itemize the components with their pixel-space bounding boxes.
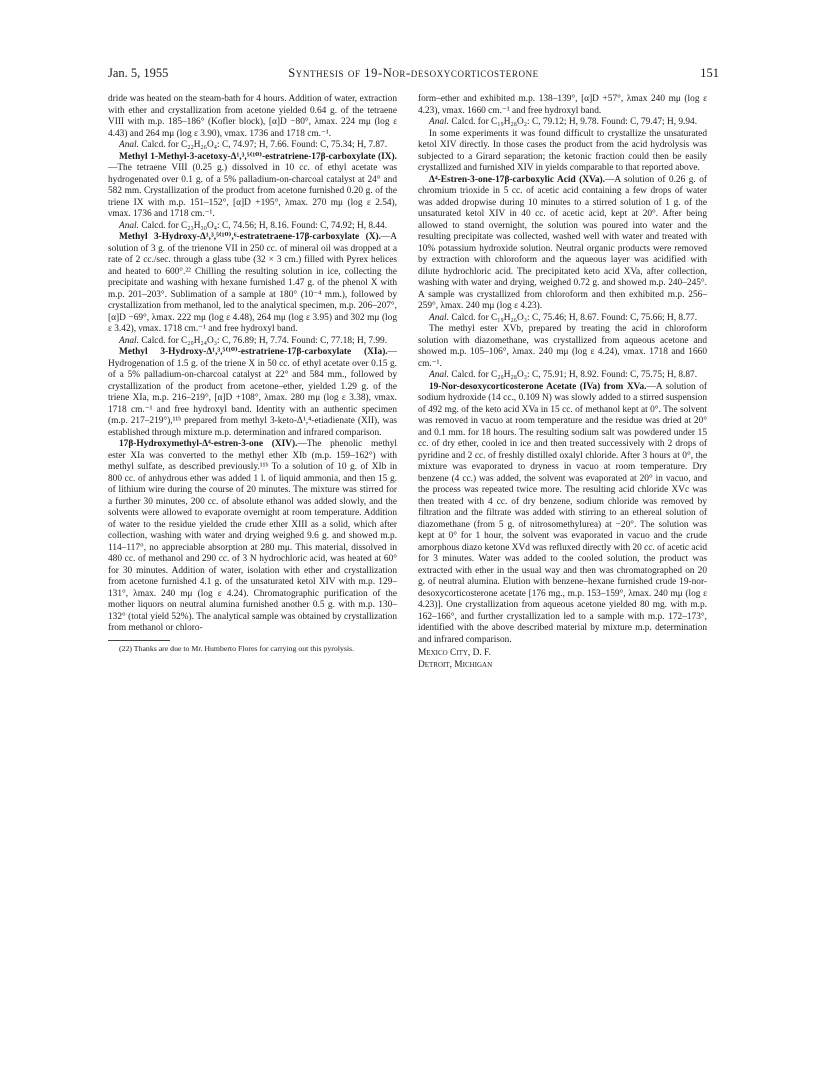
paragraph: Methyl 1-Methyl-3-acetoxy-Δ¹,³,⁵⁽¹⁰⁾-estratriene-17β-carboxylate (IX).—The tetraene VIII (0.25 g.) dissolved in 10 cc. of ethyl acetate was hydrogenated over 0.1 g. of a 5% palladium-on-charcoal catalyst at 24° and 582 mm. Crystallization of the product from acetone furnished 0.20 g. of the triene IX with m.p. 151–152°, [α]D +195°, λmax. 270 mμ (log ε 2.54), νmax. 1736 and 1718 cm.⁻¹. — [108, 151, 397, 219]
section-heading: Methyl 3-Hydroxy-Δ¹,³,⁵⁽¹⁰⁾,⁶-estratetraene-17β-carboxylate (X). — [119, 232, 381, 242]
paragraph: Δ⁴-Estren-3-one-17β-carboxylic Acid (XVa).—A solution of 0.26 g. of chromium trioxide in 5 cc. of acetic acid containing a few drops of water was added dropwise during 10 minutes to a stirred solution of 1 g. of the unsaturated ketol XIV in 40 cc. of acetic acid, kept at 20°. After being allowed to stand overnight, the solution was poured into water and the resulting precipitate was collected, washed well with water and treated with 10% potassium hydroxide solution. Neutral organic products were removed by extraction with chloroform and the aqueous layer was acidified with dilute hydrochloric acid. The precipitated keto acid XVa, after collection, washing with water and drying, weighed 0.72 g. and showed m.p. 240–245°. A sample was crystallized from chloroform and then exhibited m.p. 256–259°, λmax. 240 mμ (log ε 4.23). — [418, 174, 708, 311]
paragraph: The methyl ester XVb, prepared by treating the acid in chloroform solution with diazomethane, was crystallized from aqueous acetone and showed m.p. 105–106°, λmax. 240 mμ (log ε 4.24), νmax. 1718 and 1660 cm.⁻¹. — [418, 324, 707, 369]
paragraph: In some experiments it was found difficult to crystallize the unsaturated ketol XIV directly. In those cases the product from the acid hydrolysis was subjected to a Girard separation; the ketonic fraction could then be easily crystallized and furnished XIV in yields comparable to that reported above. — [418, 128, 707, 173]
section-heading: Δ⁴-Estren-3-one-17β-carboxylic Acid (XVa). — [429, 174, 605, 185]
right-column — [418, 94, 707, 671]
section-heading: Methyl 1-Methyl-3-acetoxy-Δ¹,³,⁵⁽¹⁰⁾-estratriene-17β-carboxylate (IX). — [119, 151, 397, 162]
analysis-line: Anal. Calcd. for C₂₀H₂₈O₃: C, 75.91; H, 8.92. Found: C, 75.75; H, 8.87. — [429, 370, 698, 380]
section-heading: 19-Nor-desoxycorticosterone Acetate (IVa) from XVa. — [429, 381, 647, 392]
section-heading: 17β-Hydroxymethyl-Δ⁴-estren-3-one (XIV). — [119, 439, 298, 449]
paragraph: form–ether and exhibited m.p. 138–139°, [α]D +57°, λmax 240 mμ (log ε 4.23), νmax. 1660 cm.⁻¹ and free hydroxyl band. — [418, 94, 707, 116]
section-heading: Methyl 3-Hydroxy-Δ¹,³,⁵⁽¹⁰⁾-estratriene-17β-carboxylate (XIa). — [119, 347, 388, 357]
analysis-line: Anal. Calcd. for C₂₀H₂₄O₃: C, 76.89; H, 7.74. Found: C, 77.18; H, 7.99. — [119, 335, 388, 346]
footnote: (22) Thanks are due to Mr. Humberto Flores for carrying out this pyrolysis. — [119, 643, 355, 653]
header-date: Jan. 5, 1955 — [108, 66, 169, 80]
page-number: 151 — [700, 66, 719, 80]
left-column — [108, 94, 397, 653]
paragraph: 17β-Hydroxymethyl-Δ⁴-estren-3-one (XIV).—The phenolic methyl ester XIa was converted to the methyl ether XIb (m.p. 159–162°) with methyl sulfate, as described previously.¹¹ᵇ To a solution of 10 g. of XIb in 800 cc. of anhydrous ether was added 1 l. of liquid ammonia, and then 15 g. of lithium wire during the course of 20 minutes. The mixture was stirred for a further 30 minutes, 200 cc. of absolute ethanol was added slowly, and the solvents were allowed to evaporate overnight at room temperature. Addition of water to the residue yielded the crude ether XIII as a solid, which after collection, washing with water and drying weighed 9.6 g. and showed m.p. 114–117°, no appreciable absorption at 280 mμ. This material, dissolved in 480 cc. of methanol and 290 cc. of 3 N hydrochloric acid, was heated at 60° for 30 minutes. Addition of water, isolation with ether and crystallization from acetone furnished 4.1 g. of the unsaturated ketol XIV with m.p. 129–131°, λmax. 240 mμ (log ε 4.24). Chromatographic purification of the mother liquors on neutral alumina furnished another 0.5 g. with m.p. 130–132° (total yield 52%). The analytical sample was obtained by crystallization from methanol or chloro- — [108, 439, 397, 633]
affiliation-mexico: Mexico City, D. F. — [418, 648, 491, 658]
footnote-rule — [108, 640, 170, 641]
affiliation-detroit: Detroit, Michigan — [418, 659, 493, 670]
analysis-line: Anal. Calcd. for C₂₂H₂₆O₄: C, 74.97; H, 7.66. Found: C, 75.34; H, 7.87. — [119, 140, 388, 150]
paragraph: Methyl 3-Hydroxy-Δ¹,³,⁵⁽¹⁰⁾,⁶-estratetraene-17β-carboxylate (X).—A solution of 3 g. of the trienone VII in 250 cc. of mineral oil was dropped at a rate of 2 cc./sec. through a glass tube (32 × 3 cm.) filled with Pyrex helices and heated to 600°.²² Chilling the resulting solution in ice, collecting the precipitate and washing with hexane furnished 1.47 g. of the phenol X with m.p. 201–203°. Sublimation of a sample at 180° (10⁻⁴ mm.), followed by crystallization from methanol, led to the analytical specimen, m.p. 206–207°, [α]D −69°, λmax. 222 mμ (log ε 4.48), 264 mμ (log ε 3.95) and 302 mμ (log ε 3.42), νmax. 1718 cm.⁻¹ and free hydroxyl band. — [108, 232, 397, 334]
header-title: Synthesis of 19-Nor-desoxycorticosterone — [288, 66, 539, 80]
analysis-line: Anal. Calcd. for C₁₉H₂₈O₂: C, 79.12; H, 9.78. Found: C, 79.47; H, 9.94. — [429, 117, 698, 127]
affiliations — [418, 648, 707, 671]
page-header — [108, 66, 719, 80]
analysis-line: Anal. Calcd. for C₁₉H₂₆O₃: C, 75.46; H, 8.67. Found: C, 75.66; H, 8.77. — [429, 312, 698, 323]
analysis-line: Anal. Calcd. for C₂₃H₃₀O₄: C, 74.56; H, 8.16. Found: C, 74.92; H, 8.44. — [119, 220, 388, 231]
paragraph: dride was heated on the steam-bath for 4 hours. Addition of water, extraction with ether and crystallization from acetone yielded 0.64 g. of the tetraene VIII with m.p. 185–186° (Kofler block), [α]D −80°, λmax. 224 mμ (log ε 4.43) and 264 mμ (log ε 3.90), νmax. 1736 and 1718 cm.⁻¹. — [108, 94, 397, 139]
paragraph: Methyl 3-Hydroxy-Δ¹,³,⁵⁽¹⁰⁾-estratriene-17β-carboxylate (XIa).—Hydrogenation of 1.5 g. of the triene X in 50 cc. of ethyl acetate over 0.15 g. of a 5% palladium-on-charcoal catalyst at 22° and 584 mm., followed by crystallization of the product from acetone–ether, yielded 1.29 g. of the triene XIa, m.p. 216–219°, [α]D +108°, λmax. 280 mμ (log ε 3.38), νmax. 1718 cm.⁻¹ and free hydroxyl band. Identity with an authentic specimen (m.p. 217–219°),¹¹ᵇ prepared from methyl 3-keto-Δ¹,⁴-etiadienate (XII), was established through mixture m.p. determination and infrared comparison. — [108, 347, 397, 438]
paragraph: 19-Nor-desoxycorticosterone Acetate (IVa) from XVa.—A solution of sodium hydroxide (14 cc., 0.109 N) was slowly added to a stirred suspension of 492 mg. of the keto acid XVa in 15 cc. of methanol kept at 0°. The solvent was removed in vacuo at room temperature and the residue was dried at 20° and 0.1 mm. for 18 hours. The resulting sodium salt was powdered under 15 cc. of dry ether, cooled in ice and then treated successively with 2 drops of pyridine and 2 cc. of freshly distilled oxalyl chloride. After 3 hours at 0°, the mixture was evaporated to dryness in vacuo at room temperature. Dry benzene (4 cc.) was added, the solvent was evaporated at 20° in vacuo, and the process was repeated twice more. The resulting acid chloride XVc was then treated with 4 cc. of dry benzene, sodium chloride was removed by filtration and the filtrate was added with stirring to an ethereal solution of diazomethane (from 5 g. of nitrosomethylurea) at −20°. The solution was kept at 0° for 1 hour, the solvent was evaporated in vacuo and the crude amorphous diazo ketone XVd was refluxed directly with 20 cc. of acetic acid for 3 minutes. Water was added to the cooled solution, the product was extracted with ether in the usual way and then was chromatographed on 20 g. of neutral alumina. Elution with benzene–hexane furnished crude 19-nor-desoxycorticosterone acetate [176 mg., m.p. 153–159°, λmax. 240 mμ (log ε 4.23)]. One crystallization from aqueous acetone yielded 80 mg. with m.p. 162–166°, and further crystallization led to a sample with m.p. 172–173°, identified with the above described material by mixture m.p. determination and infrared comparison. — [418, 381, 707, 645]
